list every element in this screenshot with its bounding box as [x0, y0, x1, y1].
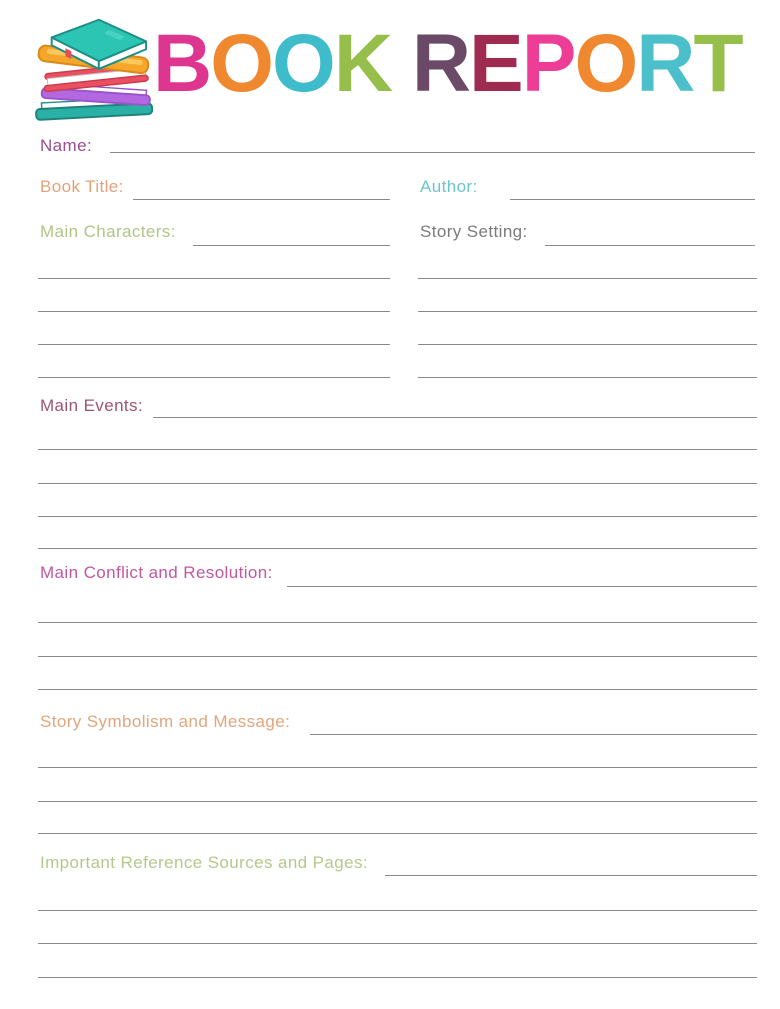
main-events-write-line	[38, 548, 757, 549]
references-write-line	[38, 977, 757, 978]
main-events-label: Main Events:	[40, 396, 144, 415]
title-letter: O	[574, 18, 637, 109]
main-events-write-line	[153, 417, 757, 418]
story-symbolism-write-line	[310, 734, 757, 735]
main-events-write-line	[38, 449, 757, 450]
setting-write-line	[418, 311, 757, 312]
story-symbolism-write-line	[38, 767, 757, 768]
important-references-label: Important Reference Sources and Pages:	[40, 853, 368, 872]
references-write-line	[38, 910, 757, 911]
page-title	[153, 16, 765, 112]
main-conflict-write-line	[38, 622, 757, 623]
setting-write-line	[418, 344, 757, 345]
title-letter: O	[210, 18, 273, 109]
references-write-line	[38, 943, 757, 944]
book-title-label: Book Title:	[40, 177, 124, 196]
main-characters-write-line	[193, 245, 390, 246]
title-letter: T	[693, 18, 742, 109]
book-stack-icon	[22, 4, 160, 124]
title-letter: K	[333, 18, 392, 109]
main-events-write-line	[38, 483, 757, 484]
characters-write-line	[38, 377, 390, 378]
story-symbolism-write-line	[38, 833, 757, 834]
references-write-line	[385, 875, 757, 876]
title-letter: R	[411, 18, 470, 109]
setting-write-line	[418, 377, 757, 378]
main-conflict-write-line	[287, 586, 757, 587]
name-write-line	[110, 152, 755, 153]
main-events-write-line	[38, 516, 757, 517]
story-setting-write-line	[545, 245, 755, 246]
story-symbolism-write-line	[38, 801, 757, 802]
characters-write-line	[38, 278, 390, 279]
author-label: Author:	[420, 177, 478, 196]
setting-write-line	[418, 278, 757, 279]
title-letter: R	[636, 18, 694, 109]
main-conflict-label: Main Conflict and Resolution:	[40, 563, 273, 582]
title-letter: E	[469, 18, 522, 109]
title-letter: P	[521, 18, 575, 109]
characters-write-line	[38, 311, 390, 312]
book-title-write-line	[133, 199, 390, 200]
main-conflict-write-line	[38, 656, 757, 657]
story-symbolism-label: Story Symbolism and Message:	[40, 712, 291, 731]
title-letter: B	[153, 18, 211, 109]
title-letter	[391, 23, 412, 105]
main-characters-label: Main Characters:	[40, 222, 176, 241]
title-letter: O	[272, 18, 334, 109]
author-write-line	[510, 199, 755, 200]
story-setting-label: Story Setting:	[420, 222, 528, 241]
characters-write-line	[38, 344, 390, 345]
main-conflict-write-line	[38, 689, 757, 690]
name-label: Name:	[40, 136, 93, 155]
